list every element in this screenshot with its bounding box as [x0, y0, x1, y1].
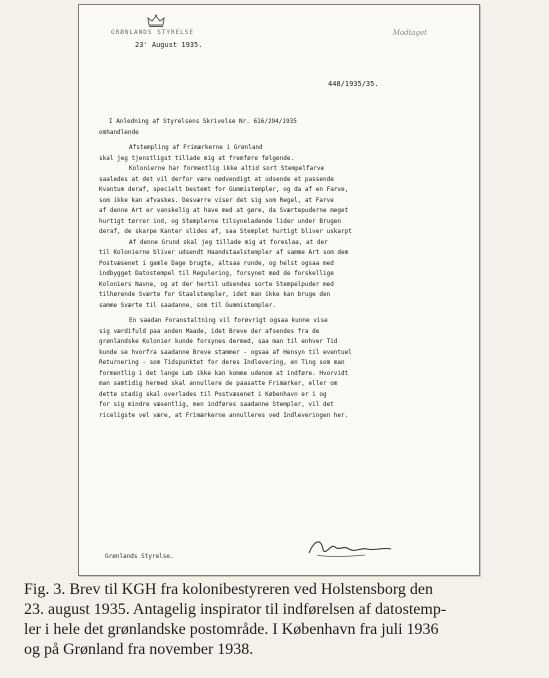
letter-line: En saadan Foranstaltning vil forøvrigt ogsaa kunne vise — [129, 317, 328, 324]
letter-line: tilhørende Sværte for Staalstempler, idet man ikke kan bruge den — [99, 291, 331, 298]
letter-line: indbygget Datostempel til Regulering, forsynet med de forskellige — [99, 270, 334, 277]
letter-line: kunde se hvorfra saadanne Breve stammer - ogsaa af Hensyn til eventuel — [99, 348, 352, 356]
letter-line: formentlig i det lange Løb ikke kan komme udenom at indføre. Hvorvidt — [99, 369, 349, 377]
caption-line: Fig. 3. Brev til KGH fra kolonibestyreren ved Holstensborg den — [24, 581, 433, 598]
letter-line: Kolonierne har formentlig ikke altid sort Stempelfarve — [129, 165, 325, 172]
letter-line: dette stadig skal overlades til Postvæsenet i København er i og — [99, 390, 327, 398]
letter-line: af denne Art er vanskelig at have med at gøre, da Sværtepuderne meget — [99, 207, 349, 214]
letter-line: Af denne Grund skal jeg tillade mig at foreslaa, at der — [129, 238, 328, 246]
letter-sender: Grønlands Styrelse. — [105, 553, 174, 560]
crown-icon — [147, 14, 165, 28]
letter-body — [99, 117, 455, 421]
letter-line: riceligste vel være, at Frimærkerne annulleres ved Indleveringen her. — [99, 411, 349, 419]
letter-reference: 448/1935/35. — [328, 80, 379, 88]
caption-line: og på Grønland fra november 1938. — [24, 641, 254, 658]
letter-line: for sig mindre væsentlig, men indføres saadanne Stempler, vil det — [99, 401, 334, 408]
letter-line: grønlandske Kolonier kunde forsynes dermed, saa man til enhver Tid — [99, 338, 338, 345]
letter-line: Kvantum deraf, specielt bestemt for Gummistempler, og da af en Farve, — [99, 186, 349, 193]
signature-icon — [305, 535, 395, 561]
letter-line: Koloniers Navne, og at der hertil udsendes sorte Stempelpuder med — [99, 280, 334, 288]
figure-caption — [24, 580, 534, 660]
letter-line: I Anledning af Styrelsens Skrivelse Nr. 616/294/1935 — [109, 118, 297, 125]
letter-line: man samtidig hermed skal annullere de paasatte Frimærker, eller om — [99, 380, 338, 387]
letter-line: skal jeg tjenstligst tillade mig at fremføre følgende. — [99, 154, 295, 162]
letter-line: deraf, de skarpe Kanter slides af, saa Stemplet hurtigt bliver uskarpt — [99, 228, 352, 235]
letter-line: sig værdifuld paa anden Maade, idet Breve der afsendes fra de — [99, 327, 320, 335]
received-stamp: Modtaget — [392, 29, 427, 37]
letter-scan — [78, 4, 480, 576]
letter-line: Returnering - som Tidspunktet for deres Indlevering, en Ting som man — [99, 359, 345, 366]
letter-line: Afstempling af Frimærkerne i Grønland — [129, 144, 263, 151]
letter-line: Postvæsenet i gamle Dage brugte, altsaa runde, og helst ogsaa med — [99, 259, 334, 267]
letter-line: samme Sværte til saadanne, som til Gummistempler. — [99, 301, 277, 309]
caption-line: 23. august 1935. Antagelig inspirator til indførelsen af datostemp- — [24, 601, 447, 618]
letter-date: 23' August 1935. — [135, 41, 203, 49]
letter-line: til Kolonierne bliver udsendt Haandstaalstempler af samme Art som dem — [99, 249, 349, 256]
letter-line: som ikke kan afvaskes. Desværre viser det sig som Regel, at Farve — [99, 196, 334, 204]
caption-line: ler i hele det grønlandske postområde. I København fra juli 1936 — [24, 621, 439, 638]
letter-line: saaledes at det vil derfor være nødvendigt at udsende et passende — [99, 175, 334, 183]
letter-line: omhandlende — [99, 128, 139, 136]
letterhead-org: GRØNLANDS STYRELSE — [111, 29, 195, 36]
letter-line: hurtigt tørrer ind, og Stemplerne tilsyneladende lider under Brugen — [99, 217, 342, 225]
